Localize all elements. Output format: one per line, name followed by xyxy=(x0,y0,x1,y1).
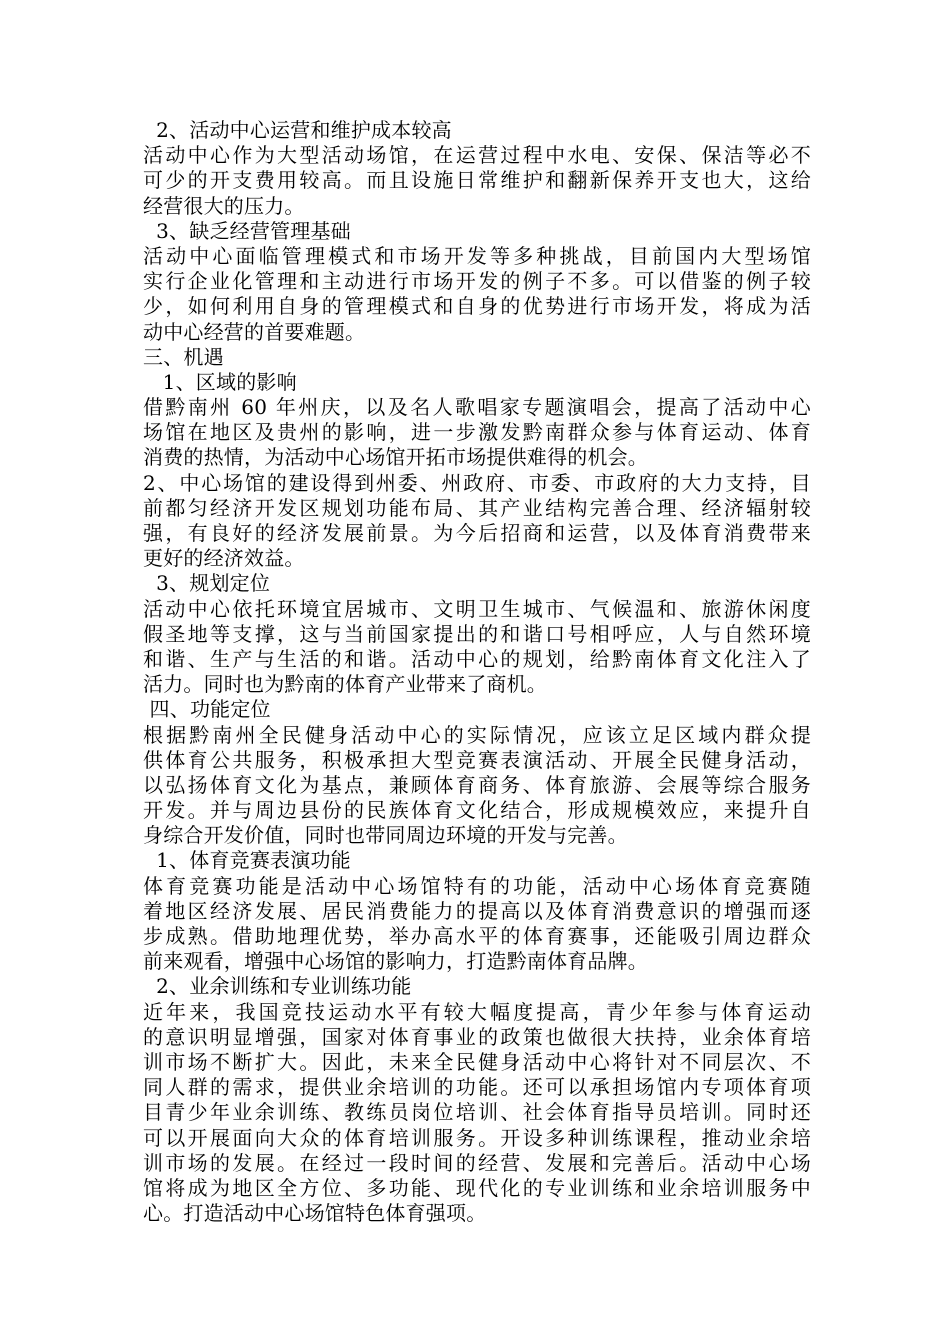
paragraph-line: 前来观看，增强中心场馆的影响力，打造黔南体育品牌。 xyxy=(143,949,648,974)
paragraph-line: 步成熟。借助地理优势，举办高水平的体育赛事，还能吸引周边群众 xyxy=(143,924,811,948)
paragraph-line: 体育竞赛功能是活动中心场馆特有的功能，活动中心场体育竞赛随 xyxy=(143,873,811,898)
paragraph-line: 目青少年业余训练、教练员岗位培训、社会体育指导员培训。同时还 xyxy=(143,1100,811,1125)
paragraph-line: 动中心经营的首要难题。 xyxy=(143,319,366,344)
paragraph-line: 训市场不断扩大。因此，未来全民健身活动中心将针对不同层次、不 xyxy=(143,1049,811,1074)
paragraph-line: 前都匀经济开发区规划功能布局、其产业结构完善合理、经济辐射较 xyxy=(143,495,811,520)
paragraph-line: 可以开展面向大众的体育培训服务。开设多种训练课程，推动业余培 xyxy=(143,1125,811,1150)
paragraph-line: 训市场的发展。在经过一段时间的经营、发展和完善后。活动中心场 xyxy=(143,1150,811,1175)
paragraph-line: 根据黔南州全民健身活动中心的实际情况，应该立足区域内群众提 xyxy=(143,722,811,747)
paragraph-line: 活动中心面临管理模式和市场开发等多种挑战，目前国内大型场馆 xyxy=(143,243,811,268)
heading-management-basis: 3、缺乏经营管理基础 xyxy=(143,218,351,243)
paragraph-line: 活动中心作为大型活动场馆，在运营过程中水电、安保、保洁等必不 xyxy=(143,143,811,168)
paragraph-line: 开发。并与周边县份的民族体育文化结合，形成规模效应，来提升自 xyxy=(143,798,811,823)
paragraph-line: 经营很大的压力。 xyxy=(143,193,305,218)
paragraph-line: 更好的经济效益。 xyxy=(143,546,305,571)
paragraph-line: 近年来，我国竞技运动水平有较大幅度提高，青少年参与体育运动 xyxy=(143,999,811,1024)
document-page xyxy=(143,118,811,1226)
paragraph-line: 身综合开发价值，同时也带同周边环境的开发与完善。 xyxy=(143,823,628,848)
paragraph-line: 心。打造活动中心场馆特色体育强项。 xyxy=(143,1201,487,1226)
paragraph-line: 和谐、生产与生活的和谐。活动中心的规划，给黔南体育文化注入了 xyxy=(143,646,811,671)
paragraph-line: 消费的热情，为活动中心场馆开拓市场提供难得的机会。 xyxy=(143,445,648,470)
paragraph-line: 活力。同时也为黔南的体育产业带来了商机。 xyxy=(143,672,547,697)
paragraph-line: 场馆在地区及贵州的影响，进一步激发黔南群众参与体育运动、体育 xyxy=(143,420,811,445)
paragraph-line: 假圣地等支撑，这与当前国家提出的和谐口号相呼应，人与自然环境 xyxy=(143,621,811,646)
heading-operating-cost: 2、活动中心运营和维护成本较高 xyxy=(143,118,452,142)
paragraph-line: 实行企业化管理和主动进行市场开发的例子不多。可以借鉴的例子较 xyxy=(143,269,811,294)
heading-competition-performance: 1、体育竞赛表演功能 xyxy=(143,848,351,873)
paragraph-line: 以弘扬体育文化为基点，兼顾体育商务、体育旅游、会展等综合服务 xyxy=(143,772,811,797)
paragraph-line: 少，如何利用自身的管理模式和自身的优势进行市场开发，将成为活 xyxy=(143,294,811,319)
paragraph-line: 着地区经济发展、居民消费能力的提高以及体育消费意识的增强而逐 xyxy=(143,898,811,923)
paragraph-line: 2、中心场馆的建设得到州委、州政府、市委、市政府的大力支持，目 xyxy=(143,470,811,495)
heading-planning-positioning: 3、规划定位 xyxy=(143,571,271,596)
paragraph-line: 的意识明显增强，国家对体育事业的政策也做很大扶持，业余体育培 xyxy=(143,1024,811,1049)
section-heading-function-positioning: 四、功能定位 xyxy=(143,697,271,722)
paragraph-line: 活动中心依托环境宜居城市、文明卫生城市、气候温和、旅游休闲度 xyxy=(143,596,811,621)
section-heading-opportunities: 三、机遇 xyxy=(143,344,224,369)
heading-training-function: 2、业余训练和专业训练功能 xyxy=(143,974,412,999)
paragraph-line: 供体育公共服务，积极承担大型竞赛表演活动、开展全民健身活动， xyxy=(143,747,811,772)
paragraph-line: 馆将成为地区全方位、多功能、现代化的专业训练和业余培训服务中 xyxy=(143,1175,811,1200)
paragraph-line: 可少的开支费用较高。而且设施日常维护和翻新保养开支也大，这给 xyxy=(143,168,811,193)
paragraph-line: 同人群的需求，提供业余培训的功能。还可以承担场馆内专项体育项 xyxy=(143,1075,811,1100)
heading-regional-influence: 1、区域的影响 xyxy=(143,369,297,394)
paragraph-line: 借黔南州 60 年州庆，以及名人歌唱家专题演唱会，提高了活动中心 xyxy=(143,395,811,420)
paragraph-line: 强，有良好的经济发展前景。为今后招商和运营，以及体育消费带来 xyxy=(143,521,811,545)
